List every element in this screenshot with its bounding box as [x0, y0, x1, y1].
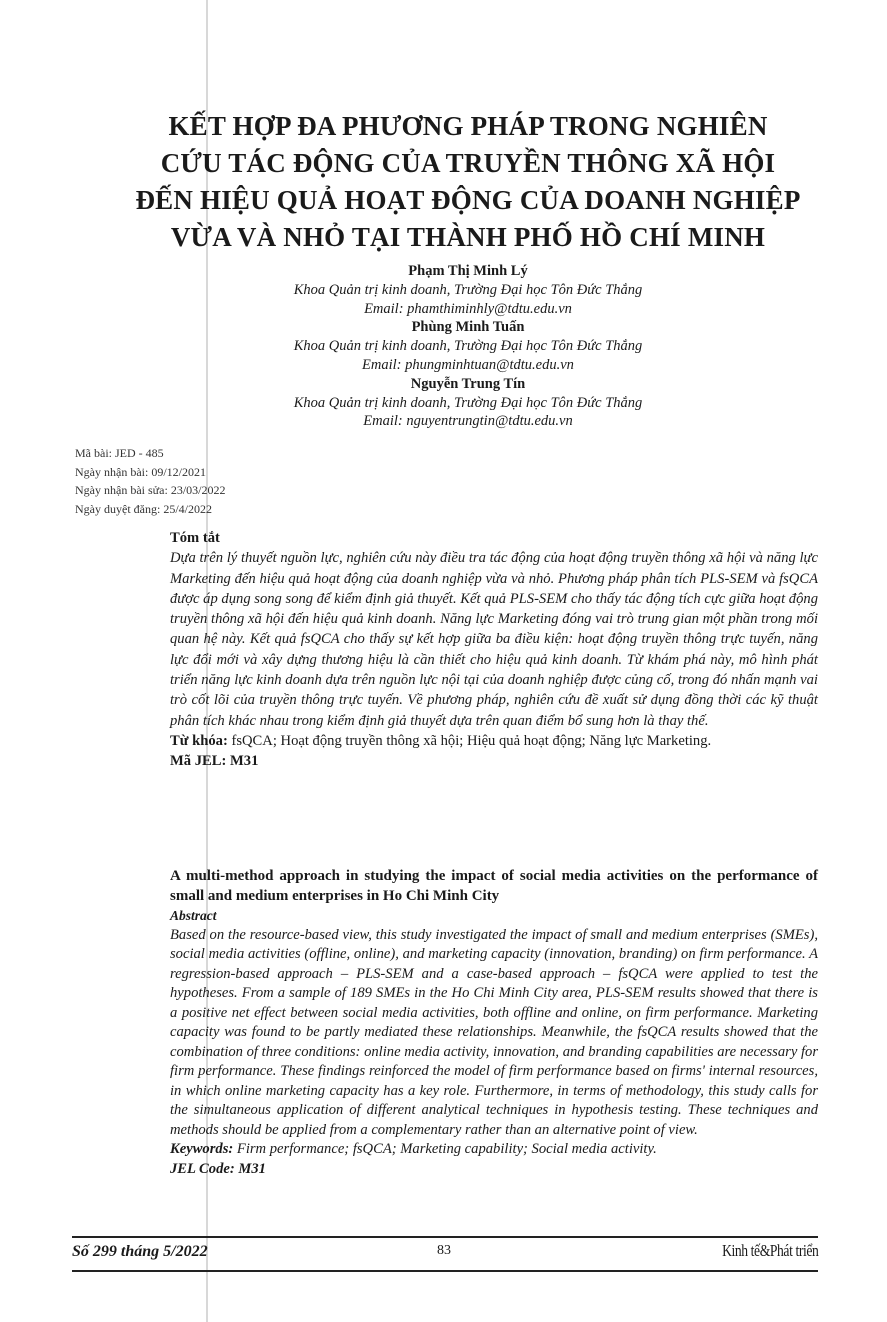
title-line: KẾT HỢP ĐA PHƯƠNG PHÁP TRONG NGHIÊN	[168, 111, 768, 141]
revised-date: Ngày nhận bài sửa: 23/03/2022	[75, 483, 226, 498]
page-number: 83	[437, 1243, 451, 1258]
author-affiliation: Khoa Quản trị kinh doanh, Trường Đại học Tôn Đức Thắng	[293, 338, 643, 355]
abstract-heading: Abstract	[170, 908, 217, 923]
author-name: Nguyễn Trung Tín	[410, 375, 526, 392]
author-list	[160, 262, 776, 431]
author-email: Email: nguyentrungtin@tdtu.edu.vn	[363, 413, 573, 430]
accepted-date: Ngày duyệt đăng: 25/4/2022	[75, 501, 212, 516]
issue-number: Số 299 tháng 5/2022	[72, 1243, 208, 1260]
author-affiliation: Khoa Quản trị kinh doanh, Trường Đại học Tôn Đức Thắng	[293, 394, 643, 411]
author-name: Phùng Minh Tuấn	[411, 319, 525, 336]
title-line: VỪA VÀ NHỎ TẠI THÀNH PHỐ HỒ CHÍ MINH	[170, 222, 766, 252]
english-abstract	[170, 866, 818, 1179]
footer-rule	[72, 1236, 818, 1238]
footer-rule	[72, 1270, 818, 1272]
author-affiliation: Khoa Quản trị kinh doanh, Trường Đại học Tôn Đức Thắng	[293, 281, 643, 298]
author-name: Phạm Thị Minh Lý	[408, 263, 528, 279]
keywords	[170, 1140, 818, 1160]
abstract-body: Dựa trên lý thuyết nguồn lực, nghiên cứu này điều tra tác động của hoạt động truyền thông xã hội và năng lực Marketing đến hiệu quả hoạt động của doanh nghiệp vừa và nhỏ. Phương pháp phân tích PLS-SEM và fsQCA được áp dụng song song để kiểm định giả thuyết. Kết quả PLS-SEM cho thấy tác động tích cực giữa hoạt động truyền thông xã hội đến hiệu quả kinh doanh. Năng lực Marketing đóng vai trò trung gian một phần trong mối quan hệ này. Kết quả fsQCA cho thấy sự kết hợp giữa ba điều kiện: hoạt động truyền thông trực tuyến, năng lực đổi mới và xây dựng thương hiệu là cần thiết cho hiệu quả kinh doanh. Từ khám phá này, mô hình phát triển năng lực kinh doanh dựa trên nguồn lực nội tại của doanh nghiệp được củng cố, trong đó nhấn mạnh vai trò cốt lõi của truyền thông trực tuyến. Về phương pháp, nghiên cứu đề xuất sử dụng đồng thời các kỹ thuật phân tích khác nhau trong kiểm định giả thuyết dựa trên quan điểm bổ sung hơn là thay thế.	[170, 550, 818, 729]
title-line: CỨU TÁC ĐỘNG CỦA TRUYỀN THÔNG XÃ HỘI	[160, 148, 776, 178]
journal-logo: Kinh tế&Phát triển	[721, 1241, 818, 1260]
received-date: Ngày nhận bài: 09/12/2021	[75, 464, 206, 479]
abstract-heading: Tóm tắt	[170, 530, 220, 546]
vietnamese-abstract	[170, 528, 818, 772]
title-line: ĐẾN HIỆU QUẢ HOẠT ĐỘNG CỦA DOANH NGHIỆP	[135, 185, 801, 215]
english-title: A multi-method approach in studying the impact of social media activities on the performance of small and medium enterprises in Ho Chi Minh City	[170, 868, 818, 904]
article-code: Mã bài: JED - 485	[75, 446, 164, 460]
abstract-body: Based on the resource-based view, this study investigated the impact of small and medium enterprises (SMEs), social media activities (offline, online), and marketing capacity (innovation, branding) on firm performance. A regression-based approach – PLS-SEM and a case-based approach – fsQCA were applied to test the hypotheses. From a sample of 189 SMEs in the Ho Chi Minh City area, PLS-SEM results showed that there is a positive net effect between social media activities, both offline and online, on firm performance. Marketing capacity was found to be partly mediated these relationships. Meanwhile, the fsQCA results showed that the combination of three conditions: online media activity, innovation, and branding capabilities are necessary for firm performance. These findings reinforced the model of firm performance based on firms' internal resources, in which online marketing capacity has a key role. Furthermore, in terms of methodology, this study calls for the simultaneous application of different analytical techniques in hypothesis testing. These techniques and methods should be applied from a complementary rather than an alternative point of view.	[170, 926, 818, 1138]
author-email: Email: phungminhtuan@tdtu.edu.vn	[362, 356, 574, 373]
keywords-text: fsQCA; Hoạt động truyền thông xã hội; Hiệu quả hoạt động; Năng lực Marketing.	[227, 732, 712, 749]
article-meta	[75, 444, 225, 518]
jel-code: JEL Code: M31	[170, 1160, 266, 1177]
keywords-text: Firm performance; fsQCA; Marketing capability; Social media activity.	[233, 1141, 657, 1157]
paper-title	[90, 108, 846, 256]
jel-code: Mã JEL: M31	[170, 753, 259, 770]
keywords	[170, 731, 818, 751]
keywords-label: Keywords:	[170, 1141, 234, 1157]
page-footer	[72, 1232, 818, 1272]
keywords-label: Từ khóa:	[170, 732, 228, 749]
author-email: Email: phamthiminhly@tdtu.edu.vn	[364, 300, 572, 317]
